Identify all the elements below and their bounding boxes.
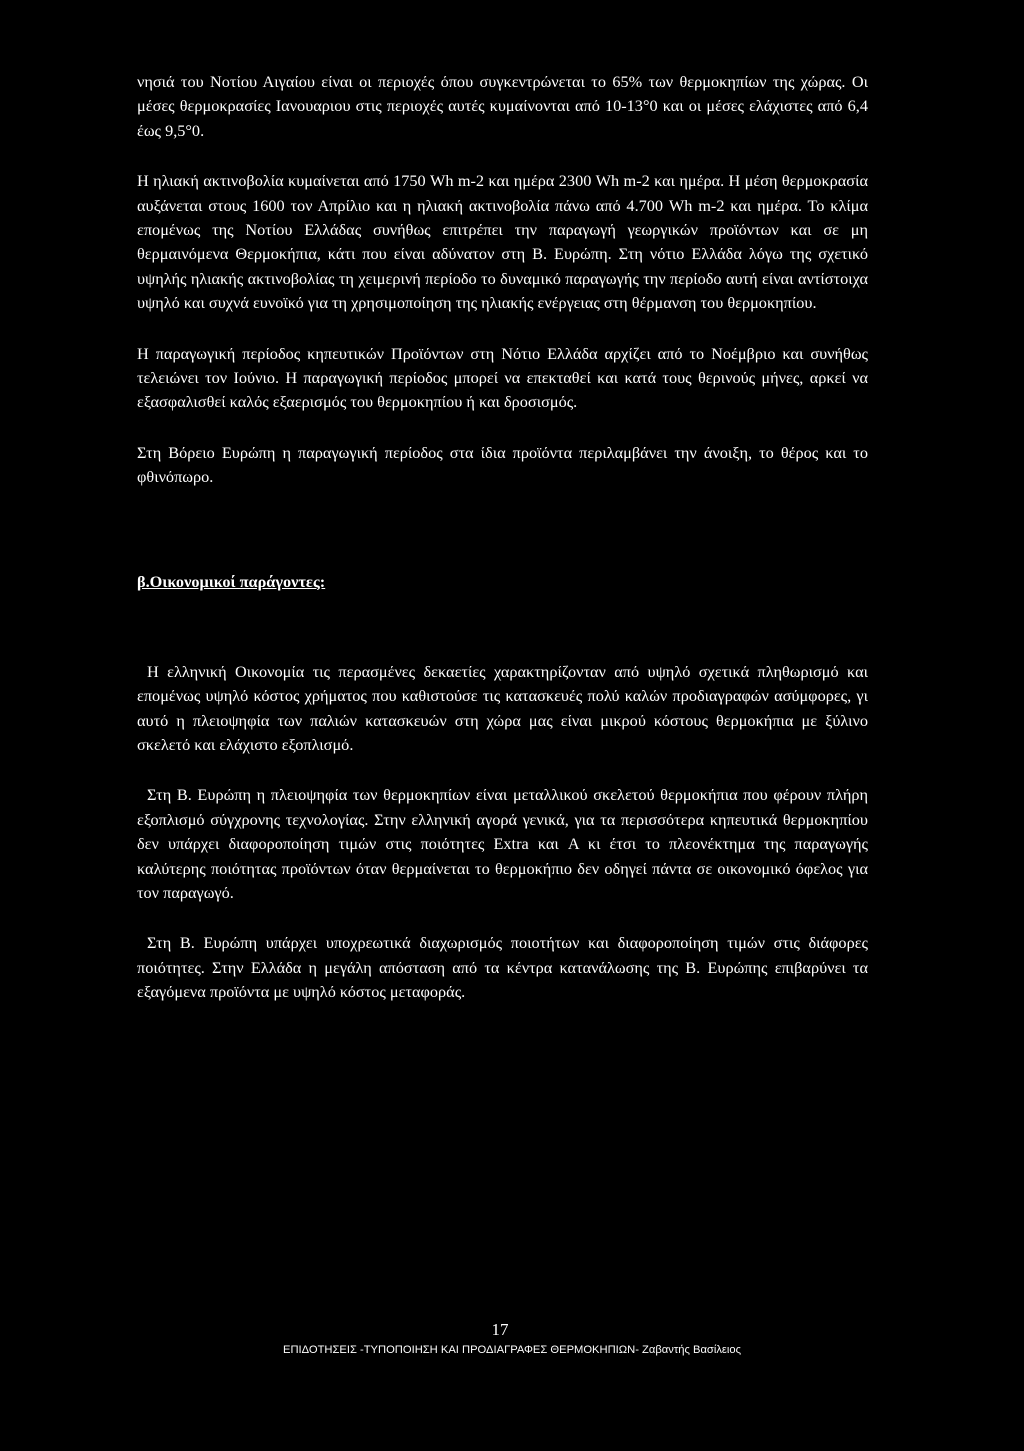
document-body <box>137 70 868 1005</box>
section-heading-economic-factors: β.Οικονομικοί παράγοντες: <box>137 571 326 591</box>
paragraph-climate-aegean: νησιά του Νοτίου Αιγαίου είναι οι περιοχές όπου συγκεντρώνεται το 65% των θερμοκηπίων της χώρας. Οι μέσες θερμοκρασίες Ιανουαριου στις περιοχές αυτές κυμαίνονται από 10-13°0 και οι μέσες ελάχιστες από 6,4 έως 9,5°0. <box>137 72 868 140</box>
page-number: 17 <box>491 1320 509 1339</box>
paragraph-quality-separation: Στη Β. Ευρώπη υπάρχει υποχρεωτικά διαχωρισμός ποιοτήτων και διαφοροποίηση τιμών στις διάφορες ποιότητες. Στην Ελλάδα η μεγάλη απόσταση από τα κέντρα κατανάλωσης της Β. Ευρώπης επιβαρύνει τα εξαγόμενα προϊόντα με υψηλό κόστος μεταφοράς. <box>137 933 868 1002</box>
paragraph-production-period-south: Η παραγωγική περίοδος κηπευτικών Προϊόντων στη Νότιο Ελλάδα αρχίζει από το Νοέμβριο και συνήθως τελειώνει τον Ιούνιο. Η παραγωγική περίοδος μπορεί να επεκταθεί και κατά τους θερινούς μήνες, αρκεί να εξασφαλισθεί καλός εξαερισμός του θερμοκηπίου ή και δροσισμός. <box>137 343 868 412</box>
paragraph-solar-radiation: Η ηλιακή ακτινοβολία κυμαίνεται από 1750 Wh m-2 και ημέρα 2300 Wh m-2 και ημέρα. Η μέση θερμοκρασία αυξάνεται στους 1600 τον Απρίλιο και η ηλιακή ακτινοβολία πάνω από 4.700 Wh m-2 και ημέρα. Το κλίμα επομένως της Νοτίου Ελλάδας συνήθως επιτρέπει την παραγωγή γεωργικών προϊόντων και σε μη θερμαινόμενα Θερμοκήπια, κάτι που είναι αδύνατον στη Β. Ευρώπη. Στη νότιο Ελλάδα λόγω της σχετικό υψηλής ηλιακής ακτινοβολίας τη χειμερινή περίοδο το δυναμικό παραγωγής την περίοδο αυτή είναι αντίστοιχα υψηλό και συχνά ευνοϊκό για τη χρησιμοποίηση της ηλιακής ενέργειας στη θέρμανση του θερμοκηπίου. <box>137 171 868 313</box>
paragraph-north-europe-greenhouses: Στη Β. Ευρώπη η πλειοψηφία των θερμοκηπίων είναι μεταλλικού σκελετού θερμοκήπια που φέρουν πλήρη εξοπλισμό σύγχρονης τεχνολογίας. Στην ελληνική αγορά γενικά, για τα περισσότερα κηπευτικά θερμοκηπίου δεν υπάρχει διαφοροποίηση τιμών στις ποιότητες Extra και A κι έτσι το πλεονέκτημα της παραγωγής καλύτερης ποιότητας προϊόντων όταν θερμαίνεται το θερμοκήπιο δεν οδηγεί πάντα σε οικονομικό όφελος για τον παραγωγό. <box>137 785 868 902</box>
page-footer: ΕΠΙΔΟΤΗΣΕΙΣ -ΤΥΠΟΠΟΙΗΣΗ ΚΑΙ ΠΡΟΔΙΑΓΡΑΦΕΣ ΘΕΡΜΟΚΗΠΙΩΝ- Ζαβαντής Βασίλειος <box>282 1344 741 1356</box>
paragraph-greek-economy: Η ελληνική Οικονομία τις περασμένες δεκαετίες χαρακτηρίζονταν από υψηλό σχετικά πληθωρισμό και επομένως υψηλό κόστος χρήματος που καθιστούσε τις κατασκευές πολύ καλών προδιαγραφών ασύμφορες, γι αυτό η πλειοψηφία των παλιών κατασκευών στη χώρα μας είναι μικρού κόστους θερμοκήπια με ξύλινο σκελετό και ελάχιστο εξοπλισμό. <box>137 661 868 754</box>
paragraph-production-period-north: Στη Βόρειο Ευρώπη η παραγωγική περίοδος στα ίδια προϊόντα περιλαμβάνει την άνοιξη, το θέρος και το φθινόπωρο. <box>137 442 868 487</box>
